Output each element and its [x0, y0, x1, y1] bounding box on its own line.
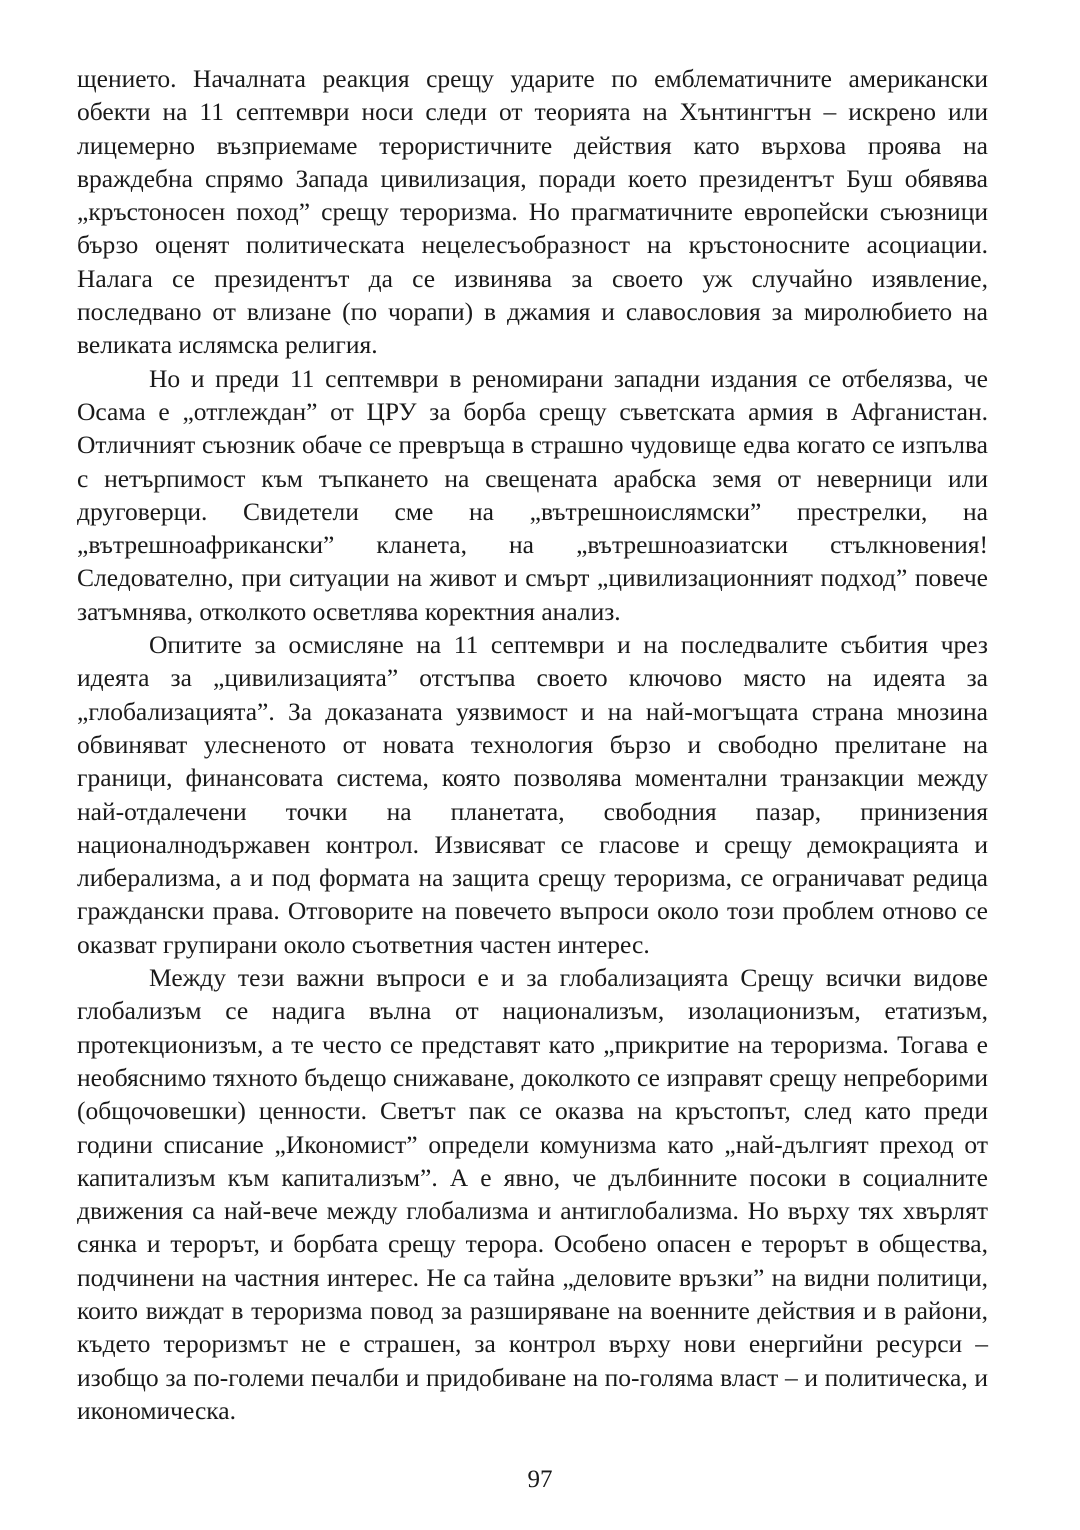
paragraph-1: щението. Началната реакция срещу ударите по емблематичните американски обекти на 11 септември носи следи от теорията на Хънтингтън – искрено или лицемерно възприемаме терористичните действия като върхова проява на враждебна спрямо Запада цивилизация, поради което президентът Буш обявява „кръстоносен поход” срещу тероризма. Но прагматичните европейски съюзници бързо оценят политическата нецелесъобразност на кръстоносните асоциации. Налага се президентът да се извинява за своето уж случайно изявление, последвано от влизане (по чорапи) в джамия и славословия за миролюбието на великата ислямска религия. [77, 64, 988, 360]
paragraph-3: Опитите за осмисляне на 11 септември и на последвалите събития чрез идеята за „цивилизацията” отстъпва своето ключово място на идеята за „глобализацията”. За доказаната уязвимост и на най-могъщата страна мнозина обвиняват улесненото от новата технология бързо и свободно прелитане на граници, финансовата система, която позволява моментални транзакции между най-отдалечени точки на планетата, свободния пазар, принизения националнодържавен контрол. Извисяват се гласове и срещу демокрацията и либерализма, а и под формата на защита срещу тероризма, се ограничават редица граждански права. Отговорите на повечето въпроси около този проблем отново се оказват групирани около съответния частен интерес. [77, 630, 988, 959]
page-number: 97 [527, 1466, 553, 1493]
page-body [77, 62, 988, 1427]
paragraph-2: Но и преди 11 септември в реномирани западни издания се отбелязва, че Осама е „отглеждан” от ЦРУ за борба срещу съветската армия в Афганистан. Отличният съюзник обаче се превръща в страшно чудовище едва когато се изпълва с нетърпимост към тъпкането на свещената арабска земя от неверници или друговерци. Свидетели сме на „вътрешноислямски” престрелки, на „вътрешноафрикански” кланета, на „вътрешноазиатски стълкновения! Следователно, при ситуации на живот и смърт „цивилизационният подход” повече затъмнява, отколкото осветлява коректния анализ. [77, 363, 988, 626]
paragraph-4: Между тези важни въпроси е и за глобализацията Срещу всички видове глобализъм се надига вълна от национализъм, изолационизъм, етатизъм, протекционизъм, а те често се представят като „прикритие на тероризма. Тогава е необяснимо тяхното бъдещо снижаване, доколкото се изправят срещу непреборими (общочовешки) ценности. Светът пак се оказва на кръстопът, след като преди години списание „Икономист” определи комунизма като „най-дългият преход от капитализъм към капитализъм”. А е явно, че дълбинните посоки в социалните движения са най-вече между глобализма и антиглобализма. Но върху тях хвърлят сянка и терорът, и борбата срещу терора. Особено опасен е терорът в общества, подчинени на частния интерес. Не са тайна „деловите връзки” на видни политици, които виждат в тероризма повод за разширяване на военните действия и в райони, където тероризмът не е страшен, за контрол върху нови енергийни ресурси – изобщо за по-големи печалби и придобиване на по-голяма власт – и политическа, и икономическа. [77, 963, 988, 1425]
